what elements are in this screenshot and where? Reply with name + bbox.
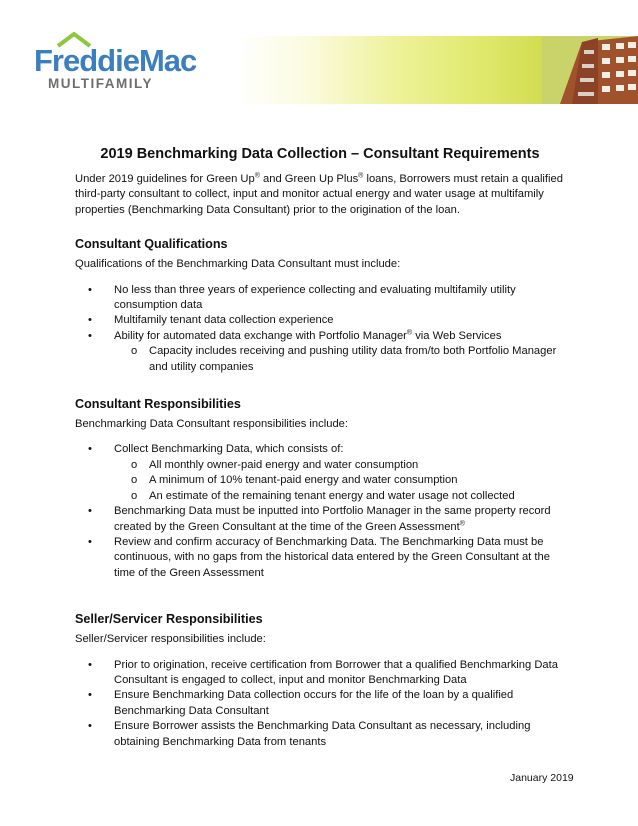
qualifications-list (75, 283, 565, 375)
seller-lead: Seller/Servicer responsibilities include: (75, 633, 266, 646)
list-item: • No less than three years of experience collecting and evaluating multifamily utility consumption data (88, 283, 516, 312)
list-item: • Ensure Borrower assists the Benchmarking Data Consultant as necessary, including obtaining Benchmarking Data from tenants (88, 720, 531, 748)
document-body (75, 144, 565, 750)
sub-list-item: o All monthly owner-paid energy and water consumption (131, 458, 419, 471)
sub-list-item: o An estimate of the remaining tenant energy and water usage not collected (131, 489, 515, 502)
qualifications-heading: Consultant Qualifications (75, 237, 228, 252)
list-item: • Ability for automated data exchange with Portfolio Manager® via Web Services o Capacity includes receiving and pushing utility data from/to both Portfolio Manager and utility companies (75, 329, 565, 375)
apartment-building-image (542, 36, 638, 104)
responsibilities-lead: Benchmarking Data Consultant responsibilities include: (75, 418, 348, 431)
list-item: • Benchmarking Data must be inputted into Portfolio Manager in the same property record created by the Green Consultant at the time of the Green Assessment® (88, 505, 551, 533)
list-item: • Prior to origination, receive certification from Borrower that a qualified Benchmarking Data Consultant is engaged to collect, input and monitor Benchmarking Data (88, 658, 558, 686)
list-item: • Review and confirm accuracy of Benchmarking Data. The Benchmarking Data must be continuous, with no gaps from the historical data entered by the Green Consultant at the time of the Green Assessment (88, 535, 550, 579)
list-item: • Collect Benchmarking Data, which consists of: o All monthly owner-paid energy and water consumption o A minimum of 10% tenant-paid energy and water consumption o An estimate of the remaining tenant energy and water usage not collected (75, 442, 565, 504)
freddie-mac-logo (34, 38, 214, 94)
list-item: • Ensure Benchmarking Data collection occurs for the life of the loan by a qualified Benchmarking Data Consultant (88, 689, 514, 717)
responsibilities-heading: Consultant Responsibilities (75, 397, 241, 412)
list-item: • Multifamily tenant data collection experience (88, 314, 334, 327)
seller-list (75, 658, 565, 750)
intro-paragraph: Under 2019 guidelines for Green Up® and Green Up Plus® loans, Borrowers must retain a qualified third-party consultant to collect, input and monitor actual energy and water usage at multifamily properties (Benchmarking Data Consultant) prior to the origination of the loan. (75, 172, 563, 216)
qualifications-lead: Qualifications of the Benchmarking Data Consultant must include: (75, 258, 401, 271)
page-title: 2019 Benchmarking Data Collection – Consultant Requirements (100, 146, 540, 162)
logo-name: FreddieMac (34, 43, 197, 78)
seller-heading: Seller/Servicer Responsibilities (75, 612, 263, 627)
footer-date: January 2019 (510, 772, 574, 784)
sub-list-item: o Capacity includes receiving and pushing utility data from/to both Portfolio Manager and utility companies (131, 345, 557, 373)
logo-subtitle: MULTIFAMILY (48, 76, 153, 91)
header-banner-image (234, 36, 638, 104)
responsibilities-list (75, 442, 565, 581)
sub-list-item: o A minimum of 10% tenant-paid energy and water consumption (131, 474, 458, 487)
